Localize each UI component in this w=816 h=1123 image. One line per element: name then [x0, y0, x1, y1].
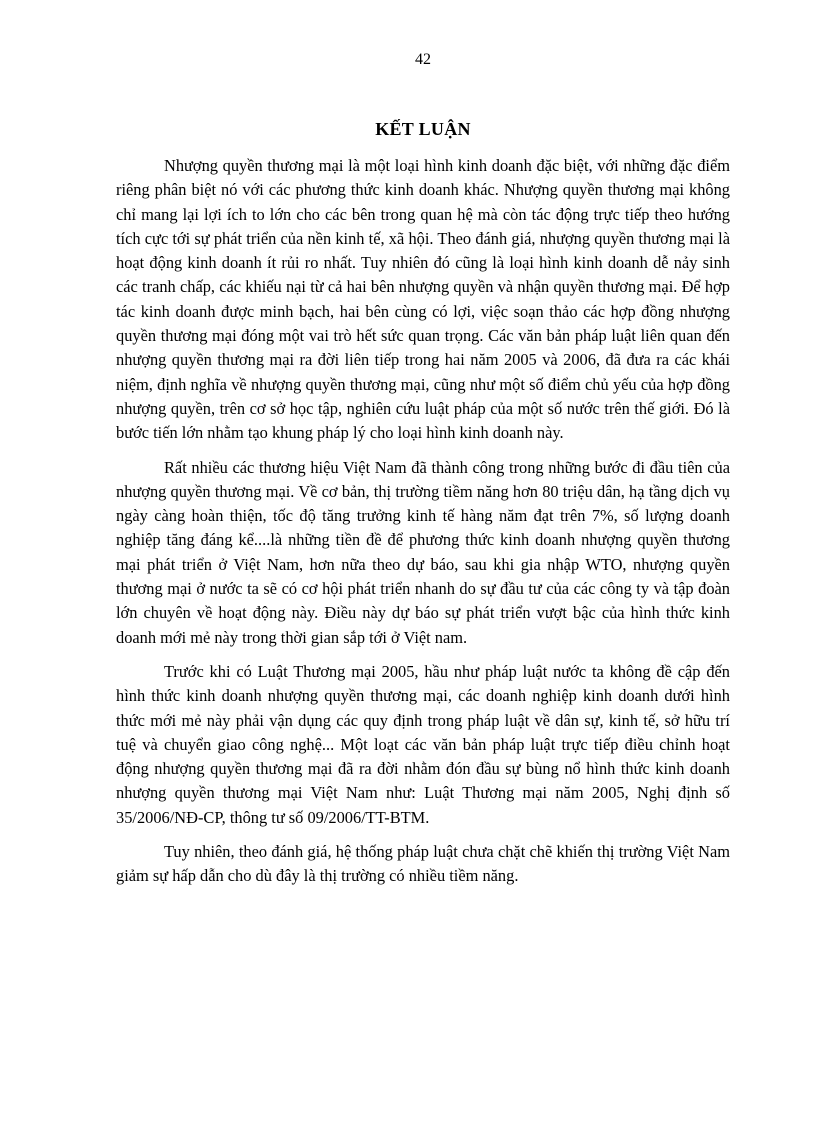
page-number: 42: [415, 51, 431, 68]
paragraph-4: Tuy nhiên, theo đánh giá, hệ thống pháp luật chưa chặt chẽ khiến thị trường Việt Nam giảm sự hấp dẫn cho dù đây là thị trường có nhiều tiềm năng.: [116, 842, 730, 886]
document-body: [116, 154, 730, 889]
paragraph-3: Trước khi có Luật Thương mại 2005, hầu như pháp luật nước ta không đề cập đến hình thức kinh doanh nhượng quyền thương mại, các doanh nghiệp kinh doanh dưới hình thức mới mẻ này phải vận dụng các quy định trong pháp luật về dân sự, kinh tế, sở hữu trí tuệ và chuyển giao công nghệ... Một loạt các văn bản pháp luật trực tiếp điều chỉnh hoạt động nhượng quyền thương mại đã ra đời nhằm đón đầu sự bùng nổ hình thức kinh doanh nhượng quyền thương mại Việt Nam như: Luật Thương mại năm 2005, Nghị định số 35/2006/NĐ-CP, thông tư số 09/2006/TT-BTM.: [116, 661, 730, 827]
page-title: KẾT LUẬN: [375, 119, 471, 139]
paragraph-2: Rất nhiều các thương hiệu Việt Nam đã thành công trong những bước đi đầu tiên của nhượng quyền thương mại. Về cơ bản, thị trường tiềm năng hơn 80 triệu dân, hạ tầng dịch vụ ngày càng hoàn thiện, tốc độ tăng trưởng kinh tế hàng năm đạt trên 7%, số lượng doanh nghiệp tăng đáng kể....là những tiền đề để phương thức kinh doanh nhượng quyền thương mại phát triển ở Việt Nam, hơn nữa theo dự báo, sau khi gia nhập WTO, nhượng quyền thương mại ở nước ta sẽ có cơ hội phát triển nhanh do sự đầu tư của các công ty và tập đoàn lớn chuyên về hoạt động này. Điều này dự báo sự phát triển vượt bậc của hình thức kinh doanh mới mẻ này trong thời gian sắp tới ở Việt nam.: [116, 457, 730, 647]
paragraph-1: Nhượng quyền thương mại là một loại hình kinh doanh đặc biệt, với những đặc điểm riêng phân biệt nó với các phương thức kinh doanh khác. Nhượng quyền thương mại không chỉ mang lại lợi ích to lớn cho các bên trong quan hệ mà còn tác động trực tiếp theo hướng tích cực tới sự phát triển của nền kinh tế, xã hội. Theo đánh giá, nhượng quyền thương mại là hoạt động kinh doanh ít rủi ro nhất. Tuy nhiên đó cũng là loại hình kinh doanh dễ nảy sinh các tranh chấp, các khiếu nại từ cả hai bên nhượng quyền và nhận quyền thương mại. Để hợp tác kinh doanh được minh bạch, hai bên cùng có lợi, việc soạn thảo các hợp đồng nhượng quyền thương mại đóng một vai trò hết sức quan trọng. Các văn bản pháp luật liên quan đến nhượng quyền thương mại ra đời liên tiếp trong hai năm 2005 và 2006, đã đưa ra các khái niệm, định nghĩa về nhượng quyền thương mại, cũng như một số điểm chủ yếu của hợp đồng nhượng quyền, trên cơ sở học tập, nghiên cứu luật pháp của một số nước trên thế giới. Đó là bước tiến lớn nhằm tạo khung pháp lý cho loại hình kinh doanh này.: [116, 156, 730, 443]
